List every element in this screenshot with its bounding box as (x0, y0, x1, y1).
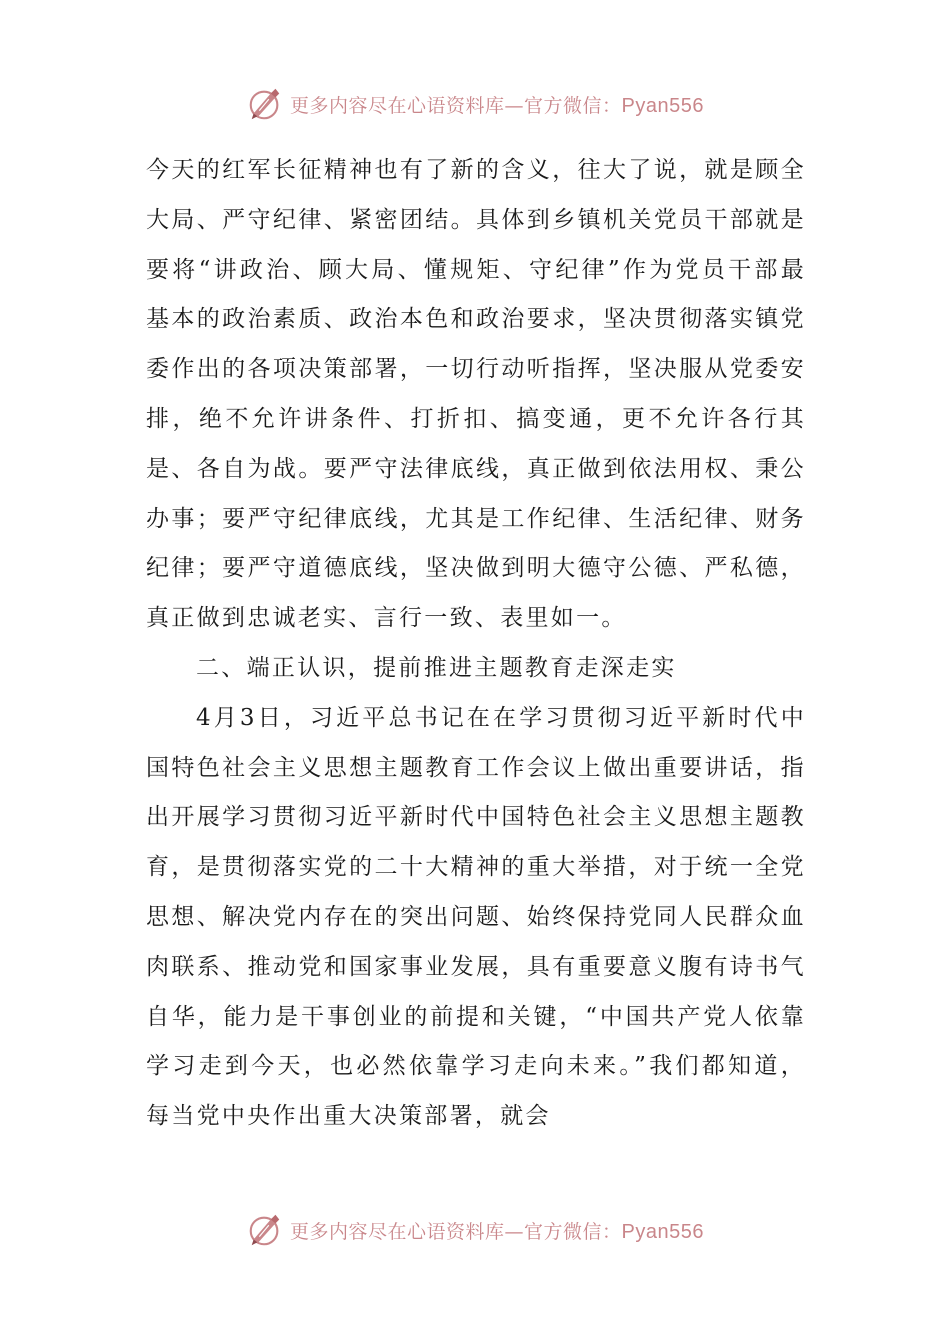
paragraph: 4月3日，习近平总书记在在学习贯彻习近平新时代中国特色社会主义思想主题教育工作会议上做出重要讲话，指出开展学习贯彻习近平新时代中国特色社会主义思想主题教育，是贯彻落实党的二十大精神的重大举措，对于统一全党思想、解决党内存在的突出问题、始终保持党同人民群众血肉联系、推动党和国家事业发展，具有重要意义腹有诗书气自华，能力是干事创业的前提和关键，“中国共产党人依靠学习走到今天，也必然依靠学习走向未来。”我们都知道，每当党中央作出重大决策部署，就会 (146, 704, 806, 1130)
pen-logo-icon (246, 1211, 284, 1249)
watermark-wechat-id: Pyan556 (621, 94, 704, 117)
pen-logo-icon (246, 85, 284, 123)
section-heading: 二、端正认识，提前推进主题教育走深走实 (196, 654, 677, 681)
watermark-text: 更多内容尽在心语资料库—官方微信：Pyan556 (290, 1220, 704, 1243)
watermark-text: 更多内容尽在心语资料库—官方微信：Pyan556 (290, 94, 704, 117)
watermark-wechat-id: Pyan556 (621, 1220, 704, 1243)
paragraph: 今天的红军长征精神也有了新的含义，往大了说，就是顾全大局、严守纪律、紧密团结。具体到乡镇机关党员干部就是要将“讲政治、顾大局、懂规矩、守纪律”作为党员干部最基本的政治素质、政治本色和政治要求，坚决贯彻落实镇党委作出的各项决策部署，一切行动听指挥，坚决服从党委安排，绝不允许讲条件、打折扣、搞变通，更不允许各行其是、各自为战。要严守法律底线，真正做到依法用权、秉公办事；要严守纪律底线，尤其是工作纪律、生活纪律、财务纪律；要严守道德底线，坚决做到明大德守公德、严私德，真正做到忠诚老实、言行一致、表里如一。 (146, 157, 806, 632)
footer-watermark (0, 1208, 950, 1252)
document-body (146, 146, 806, 1142)
header-watermark (0, 82, 950, 126)
